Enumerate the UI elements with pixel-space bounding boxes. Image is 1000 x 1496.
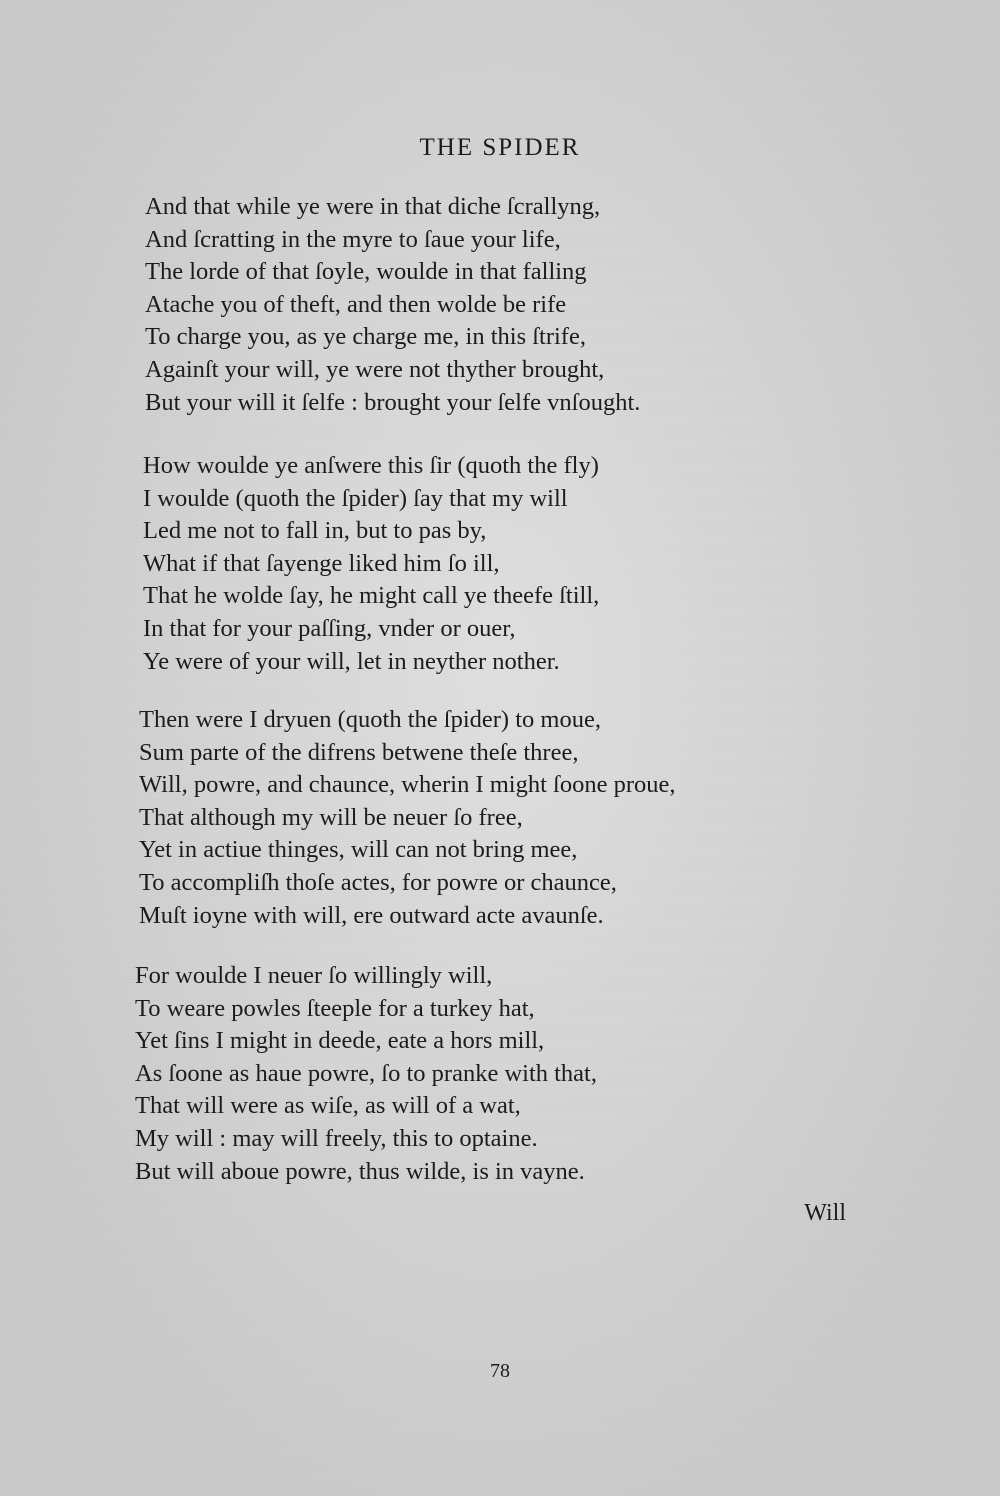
stanza-4 [135, 960, 597, 1188]
verse-line: Led me not to fall in, but to pas by, [143, 517, 487, 545]
verse-line: I woulde (quoth the ſpider) ſay that my will [143, 484, 568, 512]
verse-line: And that while ye were in that diche ſcrallyng, [145, 193, 601, 220]
verse-line: Muſt ioyne with will, ere outward acte avaunſe. [139, 901, 604, 929]
verse-line: Againſt your will, ye were not thyther brought, [145, 355, 605, 383]
verse-line: The lorde of that ſoyle, woulde in that falling [145, 258, 587, 286]
catchword: Will [804, 1200, 846, 1226]
verse-line: To accompliſh thoſe actes, for powre or chaunce, [139, 868, 617, 896]
stanza-1 [145, 191, 640, 419]
verse-line: To weare powles ſteeple for a turkey hat, [135, 994, 535, 1022]
stanza-3 [139, 704, 676, 932]
verse-line: Sum parte of the difrens betwene theſe three, [139, 738, 579, 766]
page-number: 78 [490, 1360, 510, 1382]
verse-line: Yet ſins I might in deede, eate a hors mill, [135, 1027, 545, 1055]
verse-line: And ſcratting in the myre to ſaue your life, [145, 225, 561, 253]
verse-line: As ſoone as haue powre, ſo to pranke with that, [135, 1059, 597, 1087]
verse-line: But your will it ſelfe : brought your ſelfe vnſought. [145, 388, 641, 416]
verse-line: Atache you of theft, and then wolde be rife [145, 290, 567, 318]
verse-line: For woulde I neuer ſo willingly will, [135, 962, 493, 989]
verse-line: Yet in actiue thinges, will can not bring mee, [139, 836, 578, 864]
verse-line: That will were as wiſe, as will of a wat, [135, 1092, 521, 1120]
verse-line: Then were I dryuen (quoth the ſpider) to moue, [139, 706, 601, 733]
verse-line: In that for your paſſing, vnder or ouer, [143, 614, 516, 642]
verse-line: Will, powre, and chaunce, wherin I might ſoone proue, [139, 771, 676, 799]
verse-line: That he wolde ſay, he might call ye theefe ſtill, [143, 582, 600, 610]
verse-line: But will aboue powre, thus wilde, is in vayne. [135, 1157, 585, 1185]
verse-line: To charge you, as ye charge me, in this ſtrife, [145, 323, 586, 351]
verse-line: What if that ſayenge liked him ſo ill, [143, 549, 500, 577]
verse-line: How woulde ye anſwere this ſir (quoth the fly) [143, 452, 599, 479]
stanza-2 [143, 450, 599, 678]
poem-title: THE SPIDER [419, 134, 581, 161]
verse-line: That although my will be neuer ſo free, [139, 803, 523, 831]
verse-line: Ye were of your will, let in neyther nother. [143, 647, 560, 675]
verse-line: My will : may will freely, this to optaine. [135, 1124, 538, 1152]
